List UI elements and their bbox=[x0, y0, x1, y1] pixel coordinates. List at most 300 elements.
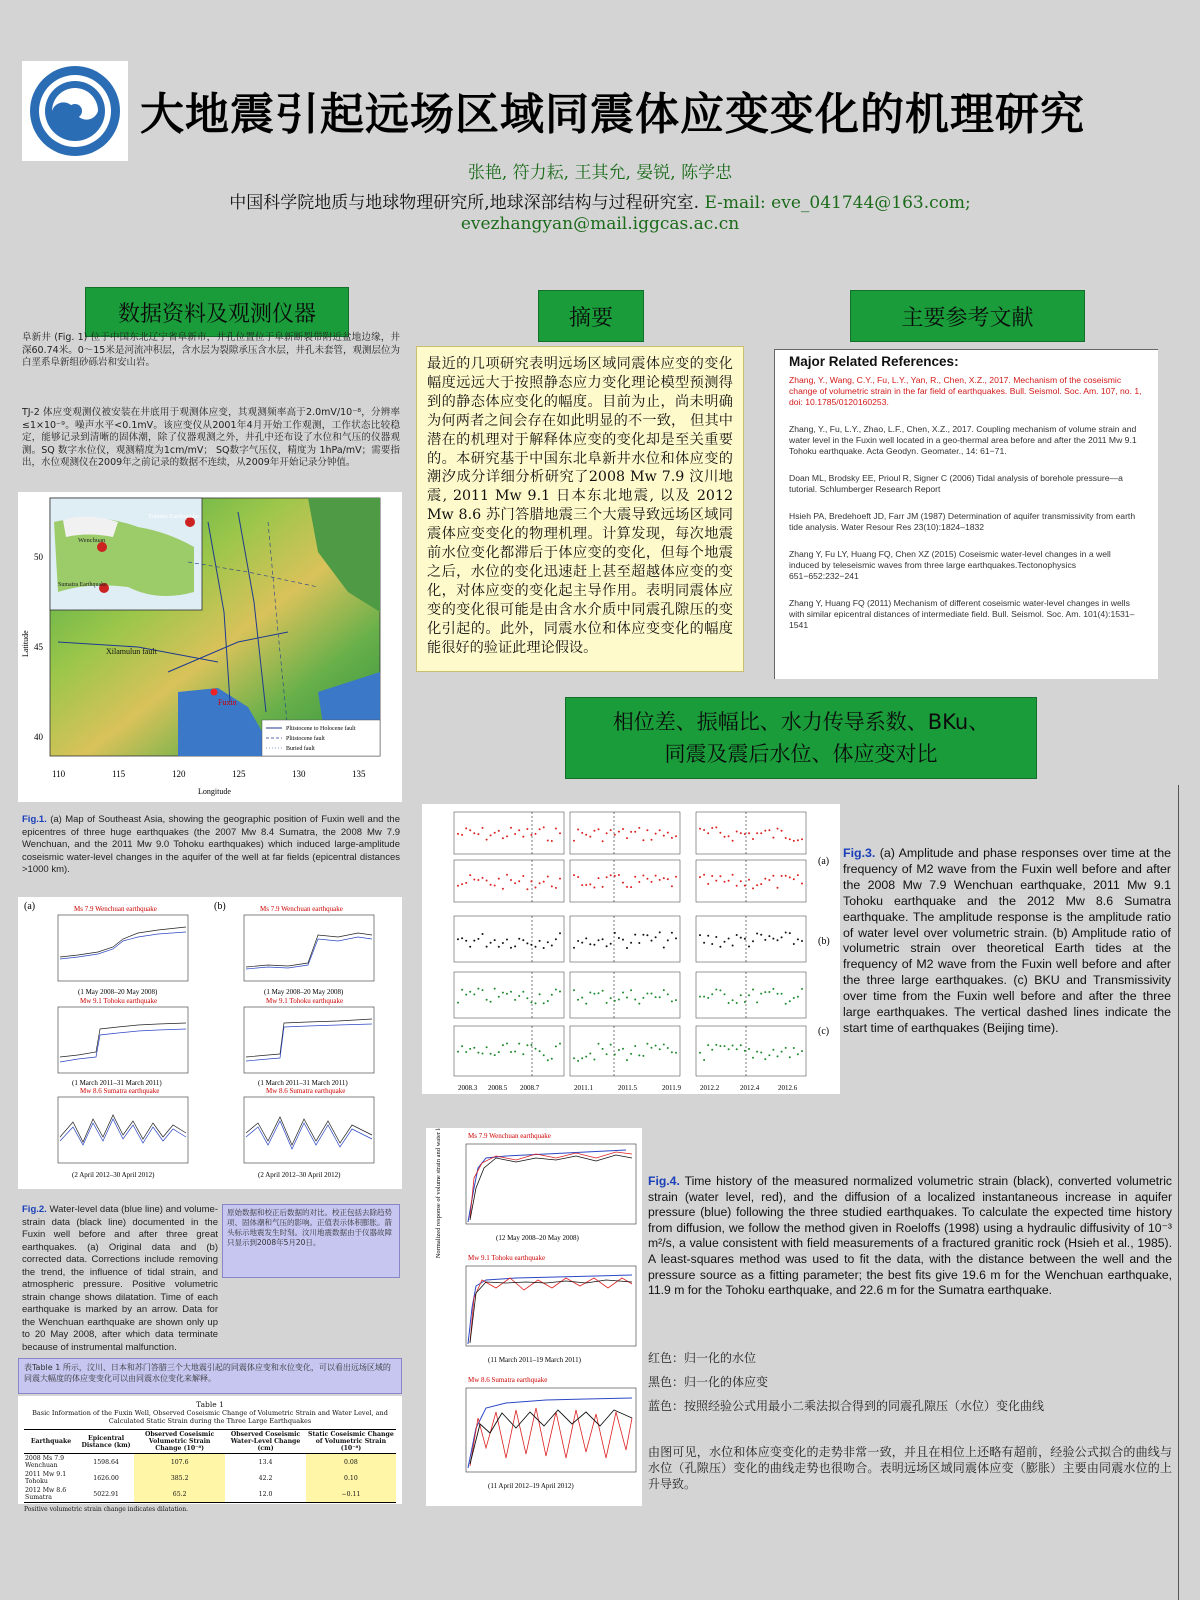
figure-4-caption bbox=[648, 1174, 1172, 1299]
fig3-point bbox=[514, 882, 516, 884]
fig3-point bbox=[642, 997, 644, 999]
fig3-point bbox=[477, 1052, 479, 1054]
fig3-point bbox=[551, 994, 553, 996]
table-cell: 2008 Ms 7.9 Wenchuan bbox=[25, 1455, 65, 1469]
conclusion-text: 由图可见，水位和体应变变化的走势非常一致，并且在相位上还略有超前，经验公式拟合的曲线与水位（孔隙压）变化的曲线走势也很吻合。表明远场区域同震体应变（膨胀）主要由同震水位的上升导致。 bbox=[648, 1445, 1172, 1491]
fig3-point bbox=[671, 932, 673, 934]
table-cell: 5022.91 bbox=[93, 1490, 119, 1498]
fig3-point bbox=[744, 1001, 746, 1003]
table-cell: −0.11 bbox=[306, 1486, 396, 1503]
fig3-point bbox=[506, 939, 508, 941]
fig3-subplot bbox=[696, 916, 806, 962]
table-row bbox=[24, 1486, 396, 1503]
figure-2-caption bbox=[22, 1204, 218, 1354]
fig3-point bbox=[768, 879, 770, 881]
fig3-point bbox=[465, 940, 467, 942]
fig3-point bbox=[801, 940, 803, 942]
intro-paragraph-1: 阜新井 (Fig. 1) 位于中国东北辽宁省阜新市，井孔位置位于阜新断裂带附近盆地边缘，井深60.74米。0～15米是河流冲积层，含水层为裂隙承压含水层，井孔未套管，观测层位为白垩系阜新组砂砾岩和安山岩。 bbox=[22, 332, 400, 368]
fig3-point bbox=[667, 878, 669, 880]
fig3-point bbox=[593, 887, 595, 889]
fig3-point bbox=[638, 1054, 640, 1056]
fig3-point bbox=[777, 993, 779, 995]
fig3-point bbox=[777, 887, 779, 889]
fig3-point bbox=[518, 938, 520, 940]
fig3-point bbox=[614, 932, 616, 934]
fig3-point bbox=[772, 938, 774, 940]
fig3-point bbox=[530, 880, 532, 882]
fig3-point bbox=[469, 946, 471, 948]
fig3-point bbox=[551, 945, 553, 947]
fig3-point bbox=[490, 884, 492, 886]
fig2-range: (2 April 2012–30 April 2012) bbox=[258, 1171, 341, 1179]
fig3-point bbox=[598, 939, 600, 941]
fig3-point bbox=[559, 991, 561, 993]
fig4-panel-2 bbox=[466, 1254, 636, 1364]
fig3-point bbox=[543, 947, 545, 949]
fig3-point bbox=[535, 887, 537, 889]
fig3-point bbox=[614, 1054, 616, 1056]
fig3-point bbox=[724, 941, 726, 943]
fig3-point bbox=[671, 1000, 673, 1002]
section-data-heading: 数据资料及观测仪器 bbox=[85, 287, 349, 337]
fig3-point bbox=[711, 1049, 713, 1051]
fig3-point bbox=[646, 993, 648, 995]
fig3-point bbox=[764, 1058, 766, 1060]
figure-2-timeseries bbox=[18, 897, 402, 1189]
fig3-point bbox=[671, 837, 673, 839]
map-label-fuxin: Fuxin bbox=[218, 698, 237, 707]
fig3-point bbox=[547, 840, 549, 842]
fig3-point bbox=[634, 999, 636, 1001]
fig3-point bbox=[526, 888, 528, 890]
fig3-point bbox=[502, 1044, 504, 1046]
phase-heading-line2: 同震及震后水位、体应变对比 bbox=[664, 742, 938, 766]
fig3-point bbox=[585, 884, 587, 886]
fig3-point bbox=[748, 832, 750, 834]
fig3-point bbox=[789, 932, 791, 934]
fig3-point bbox=[490, 834, 492, 836]
fig3-point bbox=[606, 1002, 608, 1004]
fig3-point bbox=[581, 942, 583, 944]
fig3-point bbox=[506, 874, 508, 876]
fig3-point bbox=[514, 999, 516, 1001]
fig3-point bbox=[581, 884, 583, 886]
fig3-point bbox=[461, 834, 463, 836]
fig3-point bbox=[707, 1044, 709, 1046]
fig3-point bbox=[655, 1045, 657, 1047]
fig3-subplot bbox=[570, 972, 680, 1018]
section-references-heading: 主要参考文献 bbox=[850, 290, 1085, 342]
fig3-point bbox=[756, 884, 758, 886]
fig3-point bbox=[638, 827, 640, 829]
fig3-point bbox=[514, 945, 516, 947]
fig4-range: (11 March 2011–19 March 2011) bbox=[488, 1356, 581, 1364]
fig3-point bbox=[760, 934, 762, 936]
fig3-point bbox=[618, 874, 620, 876]
fig3-point bbox=[671, 885, 673, 887]
fig3-point bbox=[589, 883, 591, 885]
fig3-point bbox=[465, 1051, 467, 1053]
fig3-point bbox=[748, 879, 750, 881]
fig3-point bbox=[707, 883, 709, 885]
fig3-point bbox=[539, 940, 541, 942]
fig4-panel-3 bbox=[466, 1376, 636, 1490]
table-cell: 0.08 bbox=[306, 1454, 396, 1471]
fig3-point bbox=[606, 945, 608, 947]
fig3-point bbox=[724, 1045, 726, 1047]
fig3-point bbox=[610, 874, 612, 876]
fig3-xtick: 2011.1 bbox=[574, 1084, 593, 1092]
fig3-point bbox=[547, 941, 549, 943]
fig3-point bbox=[663, 877, 665, 879]
fig3-point bbox=[593, 993, 595, 995]
fig3-point bbox=[785, 1047, 787, 1049]
fig3-point bbox=[728, 1048, 730, 1050]
figure-1-caption bbox=[22, 814, 400, 877]
fig3-point bbox=[593, 1059, 595, 1061]
fig3-point bbox=[473, 940, 475, 942]
fig3-point bbox=[719, 946, 721, 948]
fig3-point bbox=[744, 833, 746, 835]
figure-4-label: Fig.4. bbox=[648, 1174, 680, 1188]
fig3-point bbox=[626, 997, 628, 999]
fig3-point bbox=[473, 993, 475, 995]
fig3-point bbox=[797, 938, 799, 940]
fig3-point bbox=[642, 1055, 644, 1057]
figure-1-label: Fig.1. bbox=[22, 814, 47, 825]
fig3-point bbox=[457, 1051, 459, 1053]
fig3-point bbox=[598, 828, 600, 830]
fig3-point bbox=[655, 996, 657, 998]
fig3-point bbox=[703, 996, 705, 998]
table-note: 表Table 1 所示，汶川、日本和苏门答腊三个大地震引起的同震体应变和水位变化，可以看出远场区域的同震大幅度的体应变变化可以由同震水位变化来解释。 bbox=[18, 1358, 402, 1394]
fig2-panel-title: Ms 7.9 Wenchuan earthquake bbox=[260, 905, 343, 913]
table-cell: 13.4 bbox=[258, 1458, 273, 1466]
fig3-point bbox=[626, 837, 628, 839]
fig3-point bbox=[602, 886, 604, 888]
reference-item: Doan ML, Brodsky EE, Prioul R, Signer C (2006) Tidal analysis of borehole pressure—a tutorial. Schlumberger Research Report bbox=[789, 473, 1123, 494]
fig3-point bbox=[465, 994, 467, 996]
fig3-point bbox=[522, 875, 524, 877]
fig3-point bbox=[675, 937, 677, 939]
fig3-point bbox=[469, 829, 471, 831]
fig3-point bbox=[651, 940, 653, 942]
fig3-point bbox=[764, 878, 766, 880]
fig3-xtick: 2008.7 bbox=[520, 1084, 540, 1092]
fig3-point bbox=[543, 881, 545, 883]
table-1-grid bbox=[24, 1429, 396, 1503]
legend-black: 黑色：归一化的体应变 bbox=[648, 1375, 769, 1389]
fig3-point bbox=[577, 829, 579, 831]
fig3-point bbox=[473, 879, 475, 881]
fig3-point bbox=[461, 883, 463, 885]
fig2-range: (1 March 2011–31 March 2011) bbox=[72, 1079, 162, 1087]
fig3-point bbox=[659, 931, 661, 933]
fig3-xtick: 2011.5 bbox=[618, 1084, 637, 1092]
fig3-point bbox=[502, 837, 504, 839]
fig3-point bbox=[671, 1051, 673, 1053]
fig3-xtick: 2012.4 bbox=[740, 1084, 760, 1092]
fig3-point bbox=[486, 880, 488, 882]
fig3-point bbox=[764, 991, 766, 993]
author-list: 张艳, 符力耘, 王其允, 晏锐, 陈学忠 bbox=[467, 163, 733, 183]
fig3-point bbox=[772, 1049, 774, 1051]
table-cell: 42.2 bbox=[258, 1474, 273, 1482]
fig3-point bbox=[736, 1048, 738, 1050]
fig3-point bbox=[752, 1057, 754, 1059]
email-link-2[interactable]: evezhangyan@mail.iggcas.ac.cn bbox=[460, 214, 740, 234]
fig3-point bbox=[490, 1053, 492, 1055]
fig3-point bbox=[719, 832, 721, 834]
fig3-point bbox=[699, 876, 701, 878]
fig3-point bbox=[675, 1052, 677, 1054]
fig3-point bbox=[593, 944, 595, 946]
fig3-xtick: 2012.2 bbox=[700, 1084, 720, 1092]
fig3-point bbox=[477, 879, 479, 881]
fig3-point bbox=[711, 943, 713, 945]
fig3-point bbox=[707, 997, 709, 999]
fig3-point bbox=[618, 831, 620, 833]
fig3-subplot bbox=[454, 812, 564, 854]
table-cell: 0.10 bbox=[306, 1470, 396, 1486]
fig3-point bbox=[535, 946, 537, 948]
fig3-point bbox=[663, 989, 665, 991]
fig3-point bbox=[535, 1048, 537, 1050]
fig3-point bbox=[547, 876, 549, 878]
fig3-point bbox=[699, 1052, 701, 1054]
fig3-point bbox=[510, 1051, 512, 1053]
fig3-point bbox=[785, 1003, 787, 1005]
fig3-point bbox=[535, 833, 537, 835]
map-ylabel: Latitude bbox=[21, 630, 30, 657]
fig3-point bbox=[760, 832, 762, 834]
fig3-point bbox=[707, 832, 709, 834]
fig3-point bbox=[585, 834, 587, 836]
fig3-point bbox=[539, 1050, 541, 1052]
fig3-point bbox=[768, 935, 770, 937]
email-link[interactable]: E-mail: eve_041744@163.com; bbox=[704, 193, 971, 213]
fig3-point bbox=[667, 939, 669, 941]
fig3-point bbox=[715, 989, 717, 991]
fig3-point bbox=[457, 1002, 459, 1004]
fig3-point bbox=[539, 828, 541, 830]
fig3-point bbox=[551, 885, 553, 887]
fig3-point bbox=[793, 1047, 795, 1049]
map-xtick: 110 bbox=[52, 769, 66, 779]
figure-2-label: Fig.2. bbox=[22, 1204, 47, 1215]
fig3-point bbox=[711, 875, 713, 877]
fig3-point bbox=[703, 874, 705, 876]
figure-3-caption bbox=[843, 846, 1171, 1037]
fig3-point bbox=[535, 1002, 537, 1004]
fig3-point bbox=[498, 996, 500, 998]
fig3-point bbox=[724, 836, 726, 838]
fig3-point bbox=[736, 1002, 738, 1004]
fig3-xtick: 2008.5 bbox=[488, 1084, 508, 1092]
fig3-subplot bbox=[696, 860, 806, 902]
fig3-point bbox=[744, 938, 746, 940]
table-row bbox=[24, 1470, 396, 1486]
fig3-point bbox=[736, 934, 738, 936]
fig3-point bbox=[539, 993, 541, 995]
fig3-point bbox=[663, 1044, 665, 1046]
fig3-point bbox=[659, 829, 661, 831]
fig3-point bbox=[715, 1044, 717, 1046]
fig3-point bbox=[715, 880, 717, 882]
fig4-ylabel: Normalized response of volume strain and water level bbox=[435, 1128, 442, 1259]
fig3-point bbox=[659, 1048, 661, 1050]
fig4-panel-1 bbox=[466, 1132, 636, 1242]
fig3-point bbox=[651, 993, 653, 995]
fig3-point bbox=[732, 874, 734, 876]
fig3-point bbox=[589, 943, 591, 945]
fig3-point bbox=[522, 1053, 524, 1055]
fig3-point bbox=[667, 832, 669, 834]
fig3-point bbox=[715, 936, 717, 938]
fig3-point bbox=[764, 939, 766, 941]
figure-3-responses bbox=[422, 804, 840, 1094]
fig3-point bbox=[768, 1054, 770, 1056]
fig3-point bbox=[724, 881, 726, 883]
fig3-panel-label: (b) bbox=[818, 936, 830, 947]
fig3-point bbox=[724, 993, 726, 995]
fig3-point bbox=[740, 1044, 742, 1046]
fig3-point bbox=[740, 832, 742, 834]
fig4-panel-title: Mw 8.6 Sumatra earthquake bbox=[468, 1376, 548, 1384]
fig3-point bbox=[793, 943, 795, 945]
fig3-point bbox=[510, 947, 512, 949]
fig2-row-2 bbox=[58, 997, 374, 1087]
fig2-panel-title: Mw 8.6 Sumatra earthquake bbox=[266, 1087, 346, 1095]
fig3-point bbox=[618, 999, 620, 1001]
fig3-point bbox=[494, 832, 496, 834]
fig3-point bbox=[634, 831, 636, 833]
fig3-point bbox=[530, 944, 532, 946]
fig3-point bbox=[777, 939, 779, 941]
fig3-point bbox=[630, 831, 632, 833]
table-cell: 385.2 bbox=[134, 1470, 225, 1486]
fig3-point bbox=[555, 828, 557, 830]
fig2-range: (1 May 2008–20 May 2008) bbox=[78, 988, 158, 996]
fig3-point bbox=[477, 988, 479, 990]
fig3-point bbox=[703, 1059, 705, 1061]
fig3-point bbox=[622, 882, 624, 884]
fig3-point bbox=[469, 1048, 471, 1050]
fig3-subplot bbox=[454, 1026, 564, 1076]
fig3-point bbox=[577, 1060, 579, 1062]
fig3-point bbox=[498, 1051, 500, 1053]
fig3-point bbox=[577, 940, 579, 942]
fig3-subplot bbox=[454, 972, 564, 1018]
table-row bbox=[24, 1454, 396, 1471]
fig3-point bbox=[630, 989, 632, 991]
fig3-point bbox=[622, 992, 624, 994]
map-ytick: 40 bbox=[34, 732, 43, 742]
fig3-point bbox=[748, 994, 750, 996]
fig3-point bbox=[655, 833, 657, 835]
fig3-point bbox=[555, 887, 557, 889]
fig2-panel-title: Mw 9.1 Tohoku earthquake bbox=[266, 997, 344, 1005]
map-label-wenchuan: Wenchuan bbox=[78, 537, 106, 544]
table-cell: 1626.00 bbox=[93, 1474, 119, 1482]
references-box bbox=[774, 349, 1158, 679]
table-cell: 107.6 bbox=[134, 1454, 225, 1471]
fig3-point bbox=[518, 829, 520, 831]
fig3-point bbox=[551, 840, 553, 842]
fig3-point bbox=[655, 936, 657, 938]
map-legend-item: Pliistocene fault bbox=[286, 736, 325, 742]
fig3-point bbox=[618, 1049, 620, 1051]
fig3-point bbox=[602, 840, 604, 842]
fig3-point bbox=[781, 1051, 783, 1053]
fig3-point bbox=[559, 932, 561, 934]
phase-heading-line1: 相位差、振幅比、水力传导系数、BKu、 bbox=[612, 710, 990, 734]
table-header: Epicentral Distance (km) bbox=[81, 1434, 131, 1449]
fig3-point bbox=[486, 946, 488, 948]
fig3-point bbox=[744, 1050, 746, 1052]
fig3-point bbox=[581, 832, 583, 834]
fig3-point bbox=[719, 989, 721, 991]
fig3-point bbox=[646, 878, 648, 880]
map-ytick: 45 bbox=[34, 642, 43, 652]
fig3-point bbox=[614, 875, 616, 877]
fig3-point bbox=[526, 997, 528, 999]
table-1-footnote: Positive volumetric strain change indicates dilatation. bbox=[24, 1506, 189, 1513]
fig3-point bbox=[699, 828, 701, 830]
fig3-point bbox=[585, 1056, 587, 1058]
reference-item: Zhang, Y., Fu, L.Y., Zhao, L.F., Chen, X.Z., 2017. Coupling mechanism of volume strain and water level in the Fuxin well located in a geo-thermal area before and after the 2011 Mw 9.1 Tohoku earthquake. Acta Geodyn. Geomater., 14: 61−71. bbox=[789, 424, 1137, 456]
fig3-point bbox=[494, 939, 496, 941]
fig3-point bbox=[764, 830, 766, 832]
fig3-point bbox=[555, 1045, 557, 1047]
fig3-point bbox=[589, 992, 591, 994]
abstract-box: 最近的几项研究表明远场区域同震体应变的变化幅度远远大于按照静态应力变化理论模型预测得到的静态体应变化的幅度。目前为止，尚未明确为何两者之间会存在如此明显的不一致， 但其中潜在的机理对于解释体应变的变化却是至关重要的。本研究基于中国东北阜新井水位和体应变的潮汐成分详细分析研究了2008 Mw 7.9 汶川地震, 2011 Mw 9.1 日本东北地震, 以及 2012 Mw 8.6 苏门答腊地震三个大震导致远场区域同震体应变变化的物理机理。计算发现，每次地震前水位变化都滞后于体应变的变化，但每个地震之后，水位的变化迅速赶上甚至超越体应变的变化，对体应变的变化起主导作用。表明同震体应变的变化很可能是由含水介质中同震孔隙压的变化引起的。此外，同震水位和体应变变化的幅度能很好的验证此理论假设。 bbox=[416, 346, 744, 672]
fig3-point bbox=[789, 1000, 791, 1002]
fig3-point bbox=[498, 946, 500, 948]
fig3-point bbox=[585, 937, 587, 939]
fig3-point bbox=[543, 1002, 545, 1004]
fig3-point bbox=[506, 1043, 508, 1045]
table-header: Observed Coseismic Water-Level Change (cm) bbox=[230, 1431, 301, 1452]
fig3-point bbox=[526, 942, 528, 944]
fig2-panel-title: Ms 7.9 Wenchuan earthquake bbox=[74, 905, 157, 913]
fig3-point bbox=[801, 988, 803, 990]
table-1-title: Table 1 bbox=[196, 1400, 224, 1409]
fig3-point bbox=[801, 883, 803, 885]
fig3-point bbox=[646, 934, 648, 936]
fig3-point bbox=[768, 991, 770, 993]
fig3-point bbox=[740, 880, 742, 882]
fig3-point bbox=[514, 1051, 516, 1053]
map-legend-item: Pliistocene to Holocene fault bbox=[286, 726, 356, 732]
legend-red: 红色：归一化的水位 bbox=[648, 1351, 757, 1365]
fig3-point bbox=[760, 1052, 762, 1054]
legend-blue: 蓝色：按照经验公式用最小二乘法拟合得到的同震孔隙压（水位）变化曲线 bbox=[648, 1399, 1045, 1413]
intro-paragraph-2: TJ-2 体应变观测仪被安装在井底用于观测体应变，其观测频率高于2.0mV/10⁻⁸，分辨率≤1×10⁻⁹。噪声水平<0.1mV。该应变仪从2001年4月开始工作观测，工作状态比较稳定，能够记录到清晰的固体潮，除了仪器观测之外，井孔中还布设了水位和气压的仪器观测。SQ 数字水位仪，观测精度为1cm/mV； SQ数字气压仪，精度为 1hPa/mV；需要指出，水位观测仪在2009年之前记录的数据不连续，从2009年开始记录分钟值。 bbox=[22, 407, 400, 468]
fig3-point bbox=[736, 885, 738, 887]
fig3-point bbox=[559, 1043, 561, 1045]
fig3-point bbox=[589, 836, 591, 838]
fig3-point bbox=[510, 991, 512, 993]
table-cell: 12.0 bbox=[258, 1490, 273, 1498]
fig3-point bbox=[457, 885, 459, 887]
figure-3-caption-text: (a) Amplitude and phase responses over time at the frequency of M2 wave from the Fuxin well before and after the 2008 Mw 7.9 Wenchuan earthquake, 2011 Mw 9.1 Tohoku earthquake and the 2012 Mw 8.6 Sumatra earthquake. The amplitude response is the amplitude ratio of water level over volumetric strain. (b) Amplitude ratio of volumetric strain over theoretical Earth tides at the frequency of M2 wave from the Fuxin well before and after the three large earthquakes. (c) BKU and Transmissivity over time from the Fuxin well before and after the three large earthquakes. The vertical dashed lines indicate the start time of earthquakes (Beijing time). bbox=[843, 846, 1171, 1035]
fig3-point bbox=[606, 1053, 608, 1055]
fig3-point bbox=[699, 996, 701, 998]
fig3-point bbox=[482, 877, 484, 879]
fig3-point bbox=[606, 876, 608, 878]
fig4-range: (11 April 2012–19 April 2012) bbox=[488, 1482, 574, 1490]
